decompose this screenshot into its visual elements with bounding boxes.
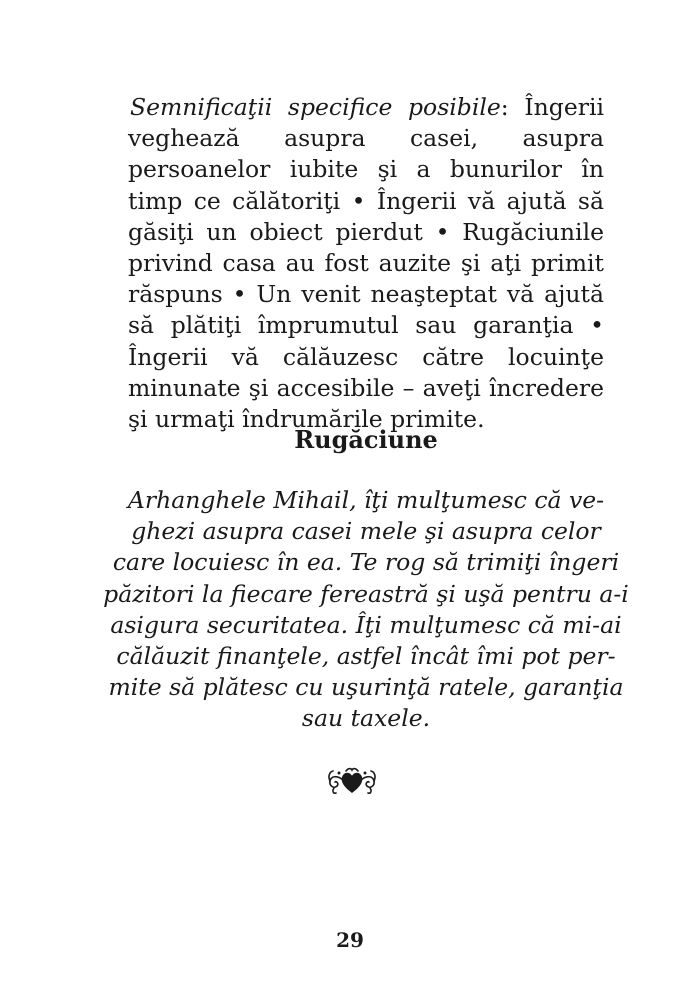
prayer-line: care locuiesc în ea. Te rog să trimiţi îngeri	[112, 548, 620, 577]
prayer-text	[100, 485, 632, 735]
prayer-line: păzitori la fiecare fereastră şi uşă pentru a-i	[103, 579, 629, 608]
prayer-line: Arhanghele Mihail, îţi mulţumesc că ve-	[127, 486, 605, 514]
page-number: 29	[336, 928, 364, 952]
prayer-line: ghezi asupra casei mele şi asupra celor	[131, 517, 601, 546]
prayer-line: mite să plătesc cu uşurinţă ratele, garanţia	[108, 673, 624, 702]
paragraph-text: : Îngerii veghează asupra casei, asupra persoanelor iubite şi a bunurilor în timp ce călătoriţi • Îngerii vă ajută să găsiţi un obiect pierdut • Rugăciunile privind casa au fost auzite şi aţi primit răspuns • Un venit neaşteptat vă ajută să plătiţi împrumutul sau garanţia • Îngerii vă călăuzesc către locuinţe minunate şi accesibile – aveţi încredere şi urmaţi îndrumările primite.	[128, 93, 604, 434]
paragraph-lead: Semnificaţii specifice posibile	[130, 93, 501, 121]
prayer-line: călăuzit finanţele, astfel încât îmi pot per-	[116, 642, 616, 671]
body-paragraph	[128, 92, 604, 435]
section-heading: Rugăciune	[294, 425, 438, 454]
prayer-line: sau taxele.	[301, 704, 431, 733]
floral-ornament-icon	[326, 766, 378, 796]
prayer-line: asigura securitatea. Îţi mulţumesc că mi-ai	[110, 610, 622, 639]
